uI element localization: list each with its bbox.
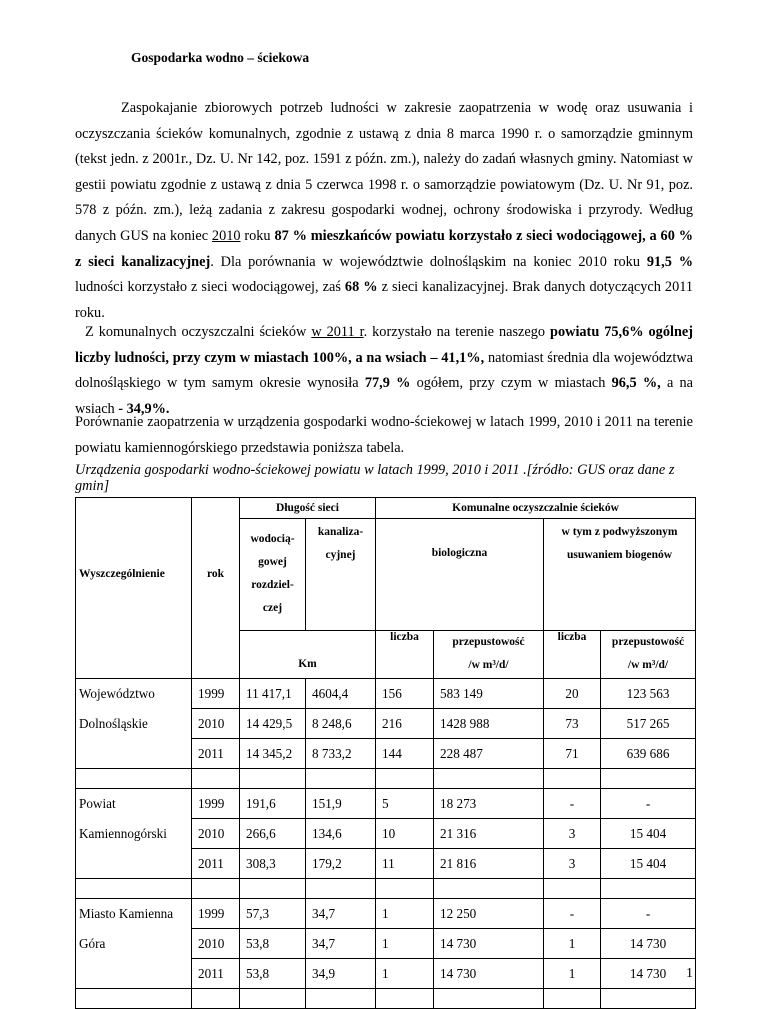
- text: z sieci kanalizacyjnej. Brak danych dotyczących 2011 roku.: [75, 279, 693, 321]
- table-header-row: [76, 498, 696, 519]
- row-year: 2010: [192, 709, 240, 739]
- bold-text: 68 %: [344, 279, 378, 296]
- row-value: 1: [376, 929, 434, 959]
- bold-text: 77,9 %: [364, 375, 411, 392]
- row-value: 14 730: [601, 929, 696, 959]
- header-year: rok: [192, 518, 240, 630]
- header-count-nutrient: liczba: [544, 630, 601, 679]
- header-nutrient-line: usuwaniem biogenów: [566, 548, 673, 561]
- row-value: 8 248,6: [306, 709, 376, 739]
- row-value: 57,3: [240, 899, 306, 929]
- spacer-cell: [240, 879, 306, 899]
- water-sewage-table: [75, 497, 696, 1009]
- table-spacer-row: [76, 879, 696, 899]
- text: roku: [240, 227, 275, 244]
- header-sewer-line: kanaliza-: [317, 525, 364, 538]
- table-row: [76, 739, 696, 769]
- header-count-bio: liczba: [376, 630, 434, 679]
- row-value: 3: [544, 819, 601, 849]
- row-value: 1: [376, 899, 434, 929]
- row-value: 21 316: [434, 819, 544, 849]
- table-row: [76, 789, 696, 819]
- row-value: 71: [544, 739, 601, 769]
- paragraph-sewage: [75, 320, 693, 422]
- row-region-name: [76, 849, 192, 879]
- table-header-row: [76, 518, 696, 630]
- row-value: 134,6: [306, 819, 376, 849]
- header-sewer-line: cyjnej: [325, 548, 356, 561]
- text: ludności korzystało z sieci wodociągowej, zaś: [75, 279, 345, 296]
- row-value: -: [544, 899, 601, 929]
- header-water-line: gowej: [258, 556, 287, 568]
- row-region-name: [76, 959, 192, 989]
- row-value: -: [601, 789, 696, 819]
- header-water-line: wodocią-: [250, 533, 295, 545]
- row-value: -: [601, 899, 696, 929]
- header-capacity-bio: [434, 630, 544, 679]
- text: . korzystało na terenie naszego: [363, 324, 551, 340]
- spacer-cell: [434, 989, 544, 1009]
- table-spacer-row: [76, 769, 696, 789]
- spacer-cell: [76, 989, 192, 1009]
- spacer-cell: [192, 769, 240, 789]
- text: Zaspokajanie zbiorowych potrzeb ludności w zakresie zaopatrzenia w wodę oraz usuwania i oczyszczania ścieków komunalnych, zgodnie z ustawą z dnia 8 marca 1990 r. o samorządzie gminnym (tekst jedn. z 2001r., Dz. U. Nr 142, poz. 1591 z późn. zm.), należy do zadań własnych gminy. Natomiast w gestii powiatu zgodnie z ustawą z dnia 5 czerwca 1998 r. o samorządzie powiatowym (Dz. U. Nr 91, poz. 578 z późn. zm.), leżą zadania z zakresu gospodarki wodnej, ochrony środowiska i przyrody. Według danych GUS na koniec: [75, 100, 693, 244]
- underlined-year: 2010: [211, 227, 241, 244]
- header-nutrient-line: w tym z podwyższonym: [561, 525, 678, 538]
- header-sewer-network: [306, 518, 376, 630]
- row-region-name: Dolnośląskie: [76, 709, 192, 739]
- row-value: -: [544, 789, 601, 819]
- row-value: 3: [544, 849, 601, 879]
- row-value: 14 345,2: [240, 739, 306, 769]
- table-row: [76, 849, 696, 879]
- row-value: 14 429,5: [240, 709, 306, 739]
- header-blank: [76, 630, 192, 679]
- header-capacity-label: przepustowość: [452, 635, 525, 648]
- row-value: 12 250: [434, 899, 544, 929]
- paragraph-water-supply: [75, 96, 693, 326]
- text: . Dla porównania w województwie dolnośląskim na koniec 2010 roku: [210, 253, 647, 270]
- row-value: 228 487: [434, 739, 544, 769]
- bold-text: 91,5 %: [646, 253, 693, 270]
- header-treatment-plants: Komunalne oczyszczalnie ścieków: [376, 498, 696, 519]
- row-value: 11 417,1: [240, 679, 306, 709]
- table-row: [76, 959, 696, 989]
- bold-text: 96,5 %,: [611, 375, 661, 392]
- header-capacity-label: przepustowość: [611, 635, 685, 648]
- row-region-name: Miasto Kamienna: [76, 899, 192, 929]
- row-value: 14 730: [601, 959, 696, 989]
- row-value: 14 730: [434, 959, 544, 989]
- row-value: 216: [376, 709, 434, 739]
- spacer-cell: [306, 769, 376, 789]
- header-blank: [192, 498, 240, 519]
- spacer-cell: [76, 769, 192, 789]
- row-value: 123 563: [601, 679, 696, 709]
- row-value: 10: [376, 819, 434, 849]
- table-header-row: [76, 630, 696, 679]
- row-value: 53,8: [240, 959, 306, 989]
- row-region-name: Województwo: [76, 679, 192, 709]
- row-value: 639 686: [601, 739, 696, 769]
- spacer-cell: [376, 989, 434, 1009]
- table-caption: Urządzenia gospodarki wodno-ściekowej powiatu w latach 1999, 2010 i 2011 .[źródło: GUS oraz dane z gmin]: [75, 462, 675, 494]
- spacer-cell: [434, 769, 544, 789]
- table-row: [76, 819, 696, 849]
- row-value: 34,9: [306, 959, 376, 989]
- row-value: 179,2: [306, 849, 376, 879]
- text: a na wsiach: [75, 375, 694, 417]
- spacer-cell: [192, 989, 240, 1009]
- header-nutrient-removal: [544, 518, 696, 630]
- table-row: [76, 679, 696, 709]
- spacer-cell: [376, 769, 434, 789]
- header-capacity-nutrient: [601, 630, 696, 679]
- table-spacer-row: [76, 989, 696, 1009]
- spacer-cell: [544, 989, 601, 1009]
- row-year: 1999: [192, 899, 240, 929]
- row-value: 191,6: [240, 789, 306, 819]
- spacer-cell: [601, 989, 696, 1009]
- header-capacity-unit: /w m³/d/: [468, 658, 509, 671]
- text: natomiast średnia dla województwa dolnośląskiego w tym samym okresie wynosiła: [75, 349, 693, 392]
- row-value: 11: [376, 849, 434, 879]
- header-item: Wyszczególnienie: [76, 518, 192, 630]
- row-value: 156: [376, 679, 434, 709]
- row-value: 34,7: [306, 929, 376, 959]
- spacer-cell: [192, 879, 240, 899]
- row-value: 1: [376, 959, 434, 989]
- row-region-name: [76, 739, 192, 769]
- row-year: 2011: [192, 959, 240, 989]
- bold-text: 87 % mieszkańców powiatu korzystało z sieci wodociągowej, a 60 % z sieci kanalizacyjnej: [75, 227, 694, 270]
- spacer-cell: [544, 879, 601, 899]
- row-value: 1: [544, 929, 601, 959]
- bold-text: - 34,9%.: [118, 400, 170, 417]
- row-value: 20: [544, 679, 601, 709]
- spacer-cell: [76, 879, 192, 899]
- row-year: 2010: [192, 929, 240, 959]
- row-value: 1428 988: [434, 709, 544, 739]
- header-water-network: [240, 518, 306, 630]
- row-value: 15 404: [601, 819, 696, 849]
- table-row: [76, 899, 696, 929]
- spacer-cell: [601, 879, 696, 899]
- bold-text: powiatu 75,6% ogólnej liczby ludności, przy czym w miastach 100%, a na wsiach – 41,1%,: [75, 324, 693, 366]
- row-value: 308,3: [240, 849, 306, 879]
- row-region-name: Kamiennogórski: [76, 819, 192, 849]
- row-value: 73: [544, 709, 601, 739]
- row-year: 2011: [192, 739, 240, 769]
- spacer-cell: [376, 879, 434, 899]
- text: ogółem, przy czym w miastach: [410, 375, 612, 392]
- document-heading: Gospodarka wodno – ściekowa: [131, 50, 310, 65]
- header-blank: [192, 630, 240, 679]
- header-network-length: Długość sieci: [240, 498, 376, 519]
- header-biological: biologiczna: [376, 518, 544, 630]
- header-water-line: rozdziel-: [251, 579, 294, 591]
- row-year: 2011: [192, 849, 240, 879]
- row-year: 2010: [192, 819, 240, 849]
- row-value: 5: [376, 789, 434, 819]
- row-value: 21 816: [434, 849, 544, 879]
- spacer-cell: [434, 879, 544, 899]
- row-value: 15 404: [601, 849, 696, 879]
- spacer-cell: [544, 769, 601, 789]
- page-number: 1: [686, 966, 693, 981]
- table-row: [76, 709, 696, 739]
- underlined-text: w 2011 r: [311, 324, 364, 340]
- table-body: [76, 679, 696, 1009]
- row-region-name: Powiat: [76, 789, 192, 819]
- row-value: 34,7: [306, 899, 376, 929]
- row-value: 517 265: [601, 709, 696, 739]
- spacer-cell: [306, 989, 376, 1009]
- spacer-cell: [240, 769, 306, 789]
- row-value: 583 149: [434, 679, 544, 709]
- header-km: Km: [240, 630, 376, 679]
- row-value: 144: [376, 739, 434, 769]
- row-value: 266,6: [240, 819, 306, 849]
- header-water-line: czej: [262, 602, 283, 614]
- row-value: 8 733,2: [306, 739, 376, 769]
- header-capacity-unit: /w m³/d/: [627, 658, 669, 671]
- spacer-cell: [306, 879, 376, 899]
- row-year: 1999: [192, 789, 240, 819]
- row-region-name: Góra: [76, 929, 192, 959]
- row-value: 53,8: [240, 929, 306, 959]
- row-value: 4604,4: [306, 679, 376, 709]
- spacer-cell: [240, 989, 306, 1009]
- text: Z komunalnych oczyszczalni ścieków: [85, 324, 312, 340]
- row-value: 151,9: [306, 789, 376, 819]
- row-value: 1: [544, 959, 601, 989]
- row-value: 18 273: [434, 789, 544, 819]
- table-row: [76, 929, 696, 959]
- paragraph-comparison: Porównanie zaopatrzenia w urządzenia gospodarki wodno-ściekowej w latach 1999, 2010 i 2011 na terenie powiatu kamiennogórskiego przedstawia poniższa tabela.: [75, 414, 693, 456]
- row-value: 14 730: [434, 929, 544, 959]
- header-blank: [76, 498, 192, 519]
- spacer-cell: [601, 769, 696, 789]
- row-year: 1999: [192, 679, 240, 709]
